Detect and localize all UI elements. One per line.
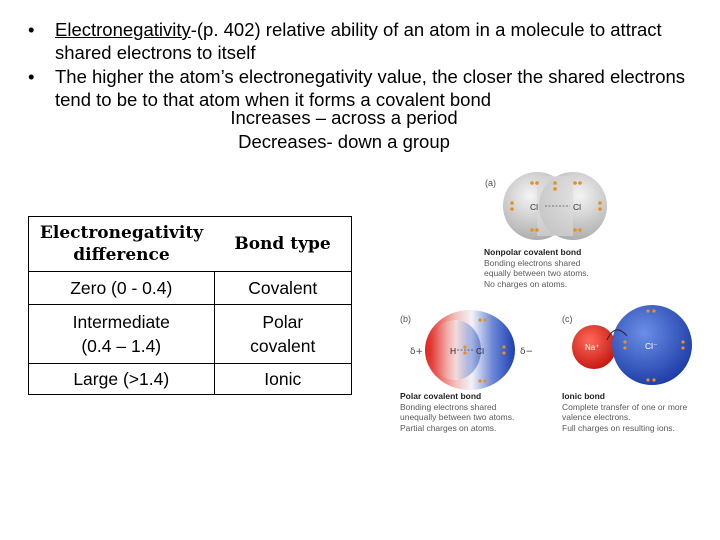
cell-difference: Zero (0 - 0.4)	[29, 272, 215, 305]
header-bond-type: Bond type	[214, 217, 352, 272]
caption-title: Nonpolar covalent bond	[484, 247, 582, 257]
label-a: (a)	[485, 178, 496, 188]
caption-line: equally between two atoms.	[484, 268, 589, 278]
cell-bond-type: Covalent	[214, 272, 352, 305]
delta-plus: δ+	[410, 347, 424, 357]
delta-minus: δ−	[520, 347, 534, 357]
atom-cl-polar: Cl	[476, 346, 485, 356]
caption-ionic	[562, 391, 687, 433]
atom-cl-left: Cl	[530, 202, 539, 212]
bullet-text: The higher the atom’s electronegativity value, the closer the shared electrons tend to be to that atom when it forms a covalent bond	[55, 66, 686, 110]
caption-line: valence electrons.	[562, 412, 631, 422]
caption-line: No charges on atoms.	[484, 278, 568, 289]
cell-difference: Intermediate (0.4 – 1.4)	[29, 305, 215, 364]
caption-nonpolar	[484, 247, 589, 289]
atom-cl-right: Cl	[573, 202, 582, 212]
atom-h: H	[450, 346, 457, 356]
atom-na: Na⁺	[585, 343, 600, 352]
caption-polar	[400, 391, 514, 433]
caption-title: Ionic bond	[562, 391, 605, 401]
caption-line: Bonding electrons shared	[400, 401, 497, 412]
label-c: (c)	[562, 314, 573, 324]
trend-group: Decreases- down a group	[238, 131, 450, 152]
trend-period: Increases – across a period	[230, 107, 458, 128]
atom-cl-ionic: Cl⁻	[645, 341, 658, 351]
caption-line: Full charges on resulting ions.	[562, 422, 675, 433]
cell-bond-type: Ionic	[214, 364, 352, 395]
caption-title: Polar covalent bond	[400, 391, 482, 401]
header-difference: Electronegativity difference	[29, 217, 215, 272]
bullet-glyph: •	[28, 19, 35, 40]
caption-line: Partial charges on atoms.	[400, 422, 497, 433]
cell-bond-type: Polar covalent	[214, 305, 352, 364]
caption-line: Complete transfer of one or more	[562, 401, 688, 412]
cell-difference: Large (>1.4)	[29, 364, 215, 395]
term-electronegativity: Electronegativity	[55, 19, 191, 40]
bullet-glyph: •	[28, 66, 35, 87]
label-b: (b)	[400, 314, 411, 324]
polar-molecule	[425, 310, 515, 390]
caption-line: Bonding electrons shared	[484, 257, 581, 268]
caption-line: unequally between two atoms.	[400, 412, 515, 422]
definition-text: -(p. 402) relative ability of an atom in a molecule to attract shared electrons to itself	[55, 19, 662, 63]
